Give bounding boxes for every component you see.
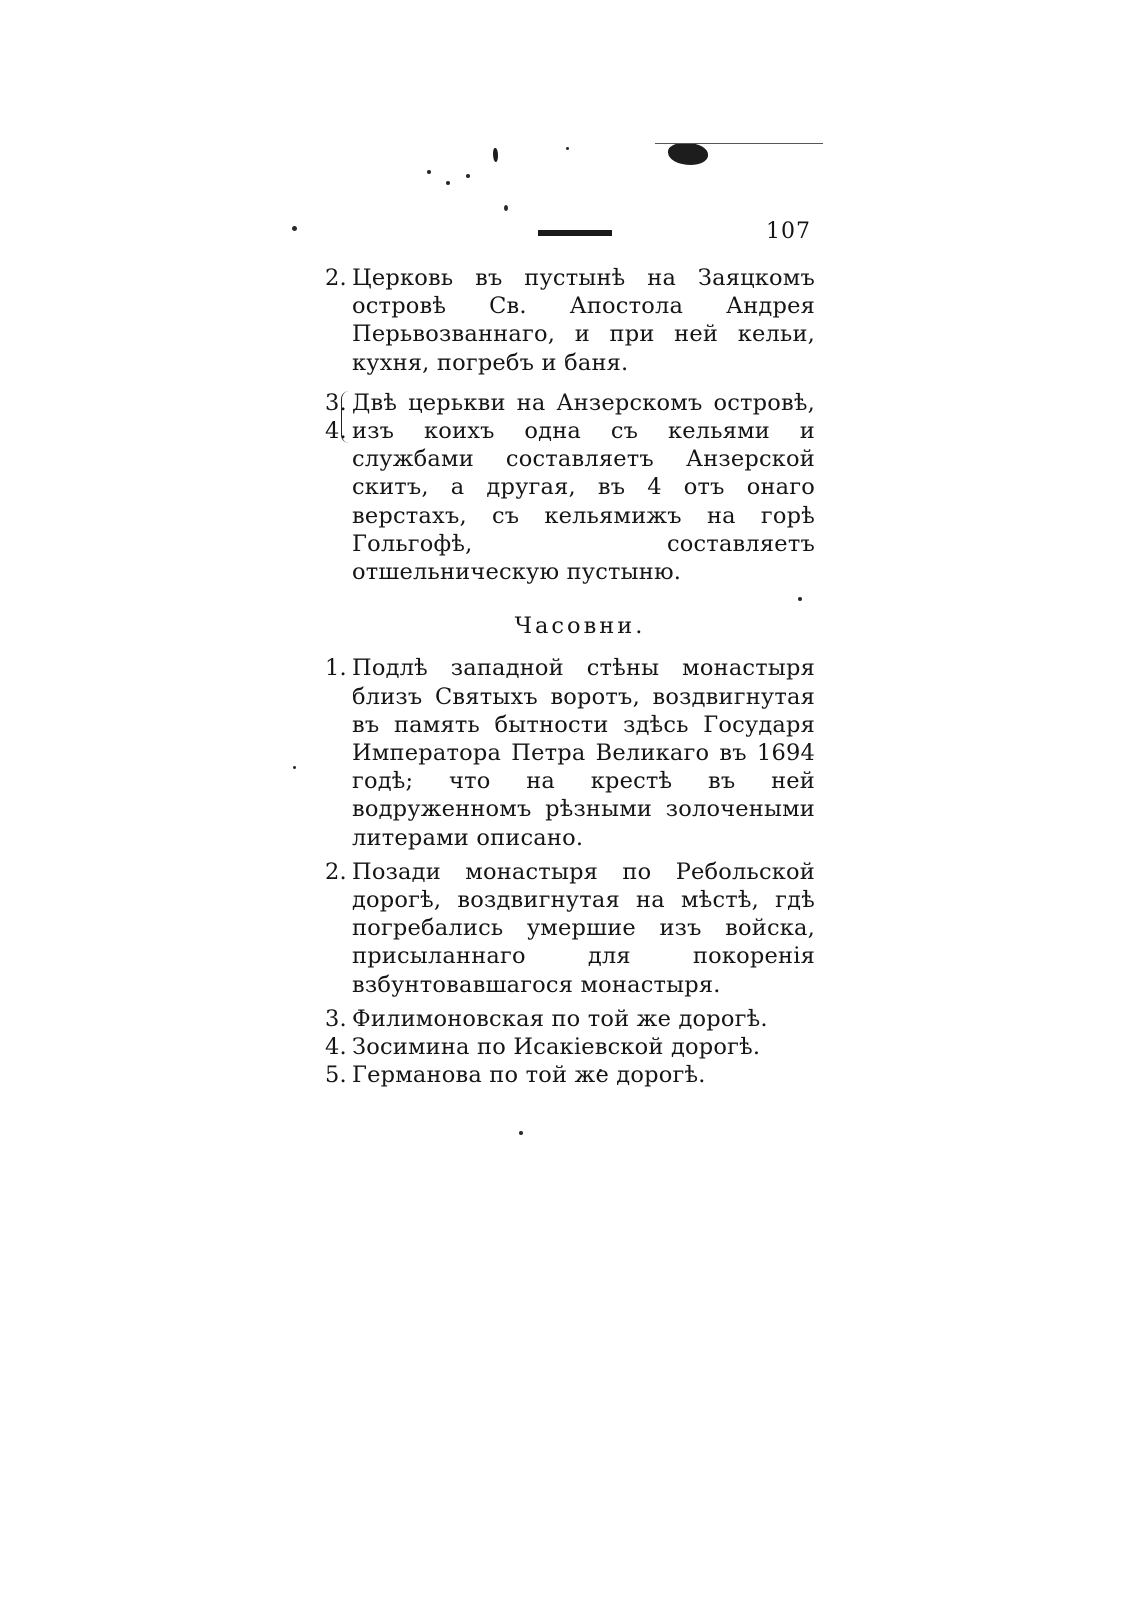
chapel-item-4 xyxy=(325,1033,815,1061)
item-text: Филимоновская по той же дорогѣ. xyxy=(352,1005,768,1032)
ink-blot xyxy=(493,148,498,162)
item-number: 4. xyxy=(325,418,347,444)
item-number: 2. xyxy=(325,265,347,291)
text-column xyxy=(325,264,815,1089)
ink-speck xyxy=(446,181,450,185)
chapel-item-2 xyxy=(325,858,815,999)
chapel-item-3 xyxy=(325,1005,815,1033)
item-number: 2. xyxy=(325,858,347,885)
header-rule xyxy=(538,230,612,236)
ink-speck xyxy=(466,174,470,178)
item-number: 5. xyxy=(325,1062,347,1089)
item-text: Подлѣ западной стѣны монастыря близъ Святыхъ воротъ, воздвигнутая въ память бытности здѣсь Государя Императора Петра Великаго въ 1694 годѣ; что на крестѣ въ ней водруженномъ рѣзными золочеными литерами описано. xyxy=(352,655,815,851)
ink-speck xyxy=(519,1131,523,1135)
item-text: Двѣ церькви на Анзерскомъ островѣ, изъ коихъ одна съ кельями и службами составляетъ Анзерской скитъ, а другая, въ 4 отъ онаго верстахъ, съ кельямижъ на горѣ Гольгофѣ, составляетъ отшельническую пустыню. xyxy=(352,389,815,586)
list-item-churches-anzersky xyxy=(325,389,815,586)
item-number: 4. xyxy=(325,1034,347,1061)
ink-speck xyxy=(504,205,508,211)
item-number: 3. xyxy=(325,1005,347,1032)
item-text: Церковь въ пустынѣ на Заяцкомъ островѣ Св. Апостола Андрея Перьвозваннаго, и при ней кельи, кухня, погребъ и баня. xyxy=(352,265,815,376)
chapel-item-5 xyxy=(325,1061,815,1089)
section-title-chapels: Часовни. xyxy=(514,613,646,640)
item-text: Германова по той же дорогѣ. xyxy=(352,1062,706,1089)
page-number: 107 xyxy=(766,219,811,244)
item-number: 3. xyxy=(325,389,347,416)
item-number: 1. xyxy=(325,655,347,682)
scan-edge-line xyxy=(655,143,823,144)
ink-speck xyxy=(427,170,431,174)
ink-speck xyxy=(292,226,297,231)
ink-speck xyxy=(566,147,569,150)
item-text: Позади монастыря по Ребольской дорогѣ, воздвигнутая на мѣстѣ, гдѣ погребались умершие изъ войска, присыланнаго для покоренія взбунтовавшагося монастыря. xyxy=(352,858,815,998)
chapel-item-1 xyxy=(325,654,815,851)
curly-brace xyxy=(341,391,350,443)
ink-blot xyxy=(668,143,708,165)
ink-speck xyxy=(293,766,296,769)
list-item-church-zayatsky xyxy=(325,264,815,377)
item-text: Зосимина по Исакіевской дорогѣ. xyxy=(352,1034,761,1061)
